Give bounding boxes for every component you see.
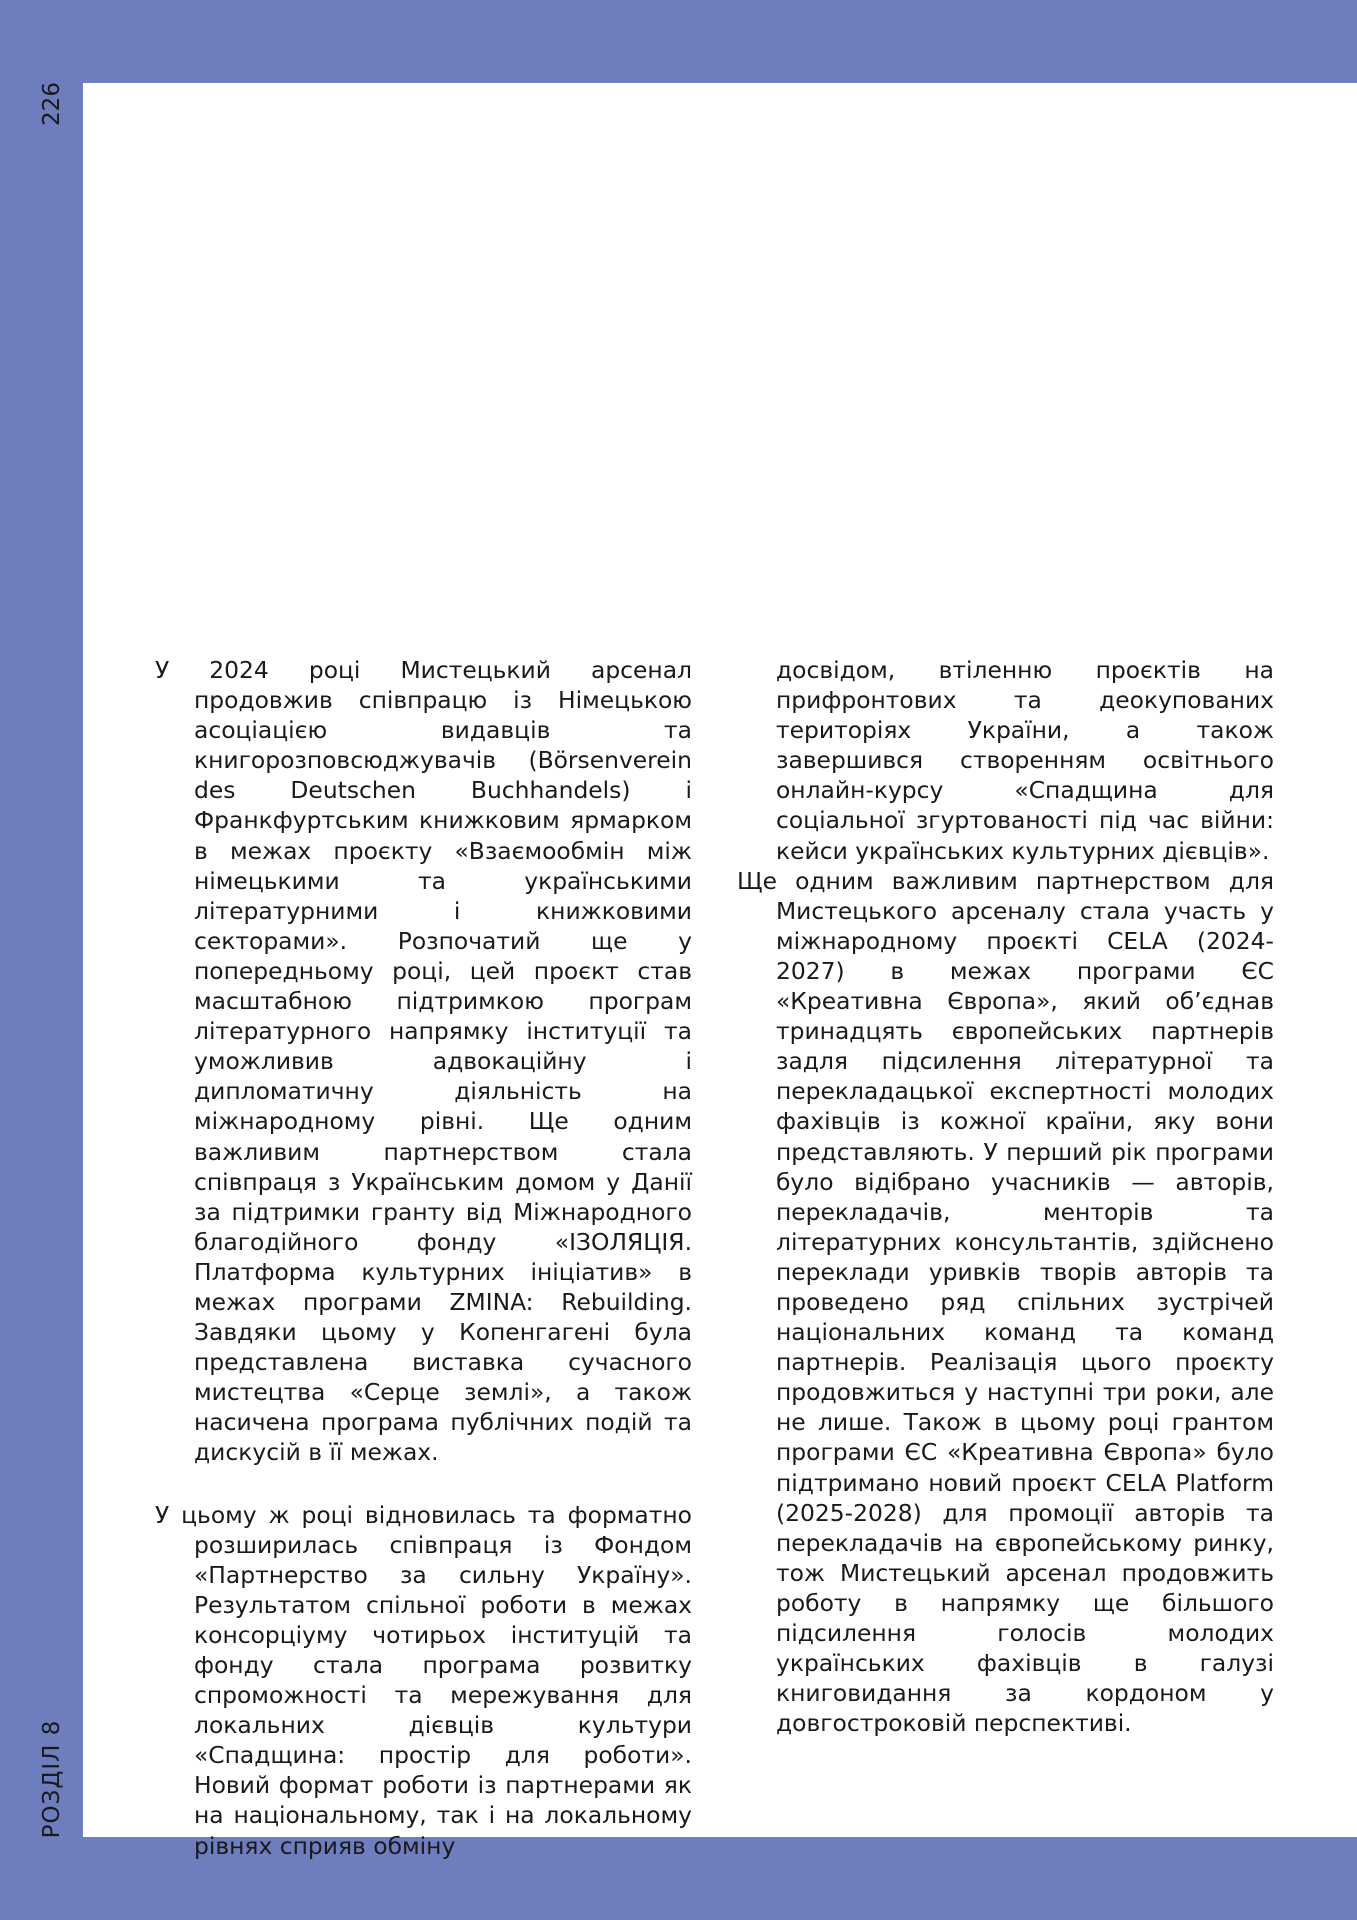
right-column — [737, 655, 1274, 1770]
paragraph-2: У цьому ж році відновилась та форматно розширилась співпраця із Фондом «Партнерство за сильну Україну». Результатом спільної роботи в межах консорціуму чотирьох інституцій та фонду стала програма розвитку спроможності та мережування для локальних дієвців культури «Спадщина: простір для роботи». Новий формат роботи із партнерами як на національному, так і на локальному рівнях сприяв обміну — [155, 1500, 692, 1860]
paragraph-3: Ще одним важливим партнерством для Мистецького арсеналу стала участь у міжнародному проєкті CELA (2024-2027) в межах програми ЄС «Креативна Європа», який об’єднав тринадцять європейських партнерів задля підсилення літературної та перекладацької експертності молодих фахівців із кожної країни, яку вони представляють. У перший рік програми було відібрано учасників — авторів, перекладачів, менторів та літературних консультантів, здійснено переклади уривків творів авторів та проведено ряд спільних зустрічей національних команд та команд партнерів. Реалізація цього проєкту продовжиться у наступні три роки, але не лише. Також в цьому році грантом програми ЄС «Креативна Європа» було підтримано новий проєкт CELA Platform (2025-2028) для промоції авторів та перекладачів на європейському ринку, тож Мистецький арсенал продовжить роботу в напрямку ще більшого підсилення голосів молодих українських фахівців в галузі книговидання за кордоном у довгостроковій перспективі. — [737, 866, 1274, 1738]
section-label: РОЗДІЛ 8 — [39, 1719, 65, 1839]
paragraph-1: У 2024 році Мистецький арсенал продовжив співпрацю із Німецькою асоціацією видавців та книгорозповсюджувачів (Börsenverein des Deutschen Buchhandels) і Франкфуртським книжковим ярмарком в межах проєкту «Взаємообмін між німецькими та українськими літературними і книжковими секторами». Розпочатий ще у попередньому році, цей проєкт став масштабною підтримкою програм літературного напрямку інституції та уможливив адвокаційну і дипломатичну діяльність на міжнародному рівні. Ще одним важливим партнерством стала співпраця з Українським домом у Данії за підтримки гранту від Міжнародного благодійного фонду «ІЗОЛЯЦІЯ. Платформа культурних ініціатив» в межах програми ZMINA: Rebuilding. Завдяки цьому у Копенгагені була представлена виставка сучасного мистецтва «Серце землі», а також насичена програма публічних подій та дискусій в її межах. — [155, 656, 692, 1467]
paragraph-2-continuation: досвідом, втіленню проєктів на прифронтових та деокупованих територіях України, а також завершився створенням освітнього онлайн-курсу «Спадщина для соціальної згуртованості під час війни: кейси українських культурних дієвців». — [776, 656, 1274, 865]
left-column — [155, 655, 692, 1893]
page-number: 226 — [39, 82, 65, 126]
